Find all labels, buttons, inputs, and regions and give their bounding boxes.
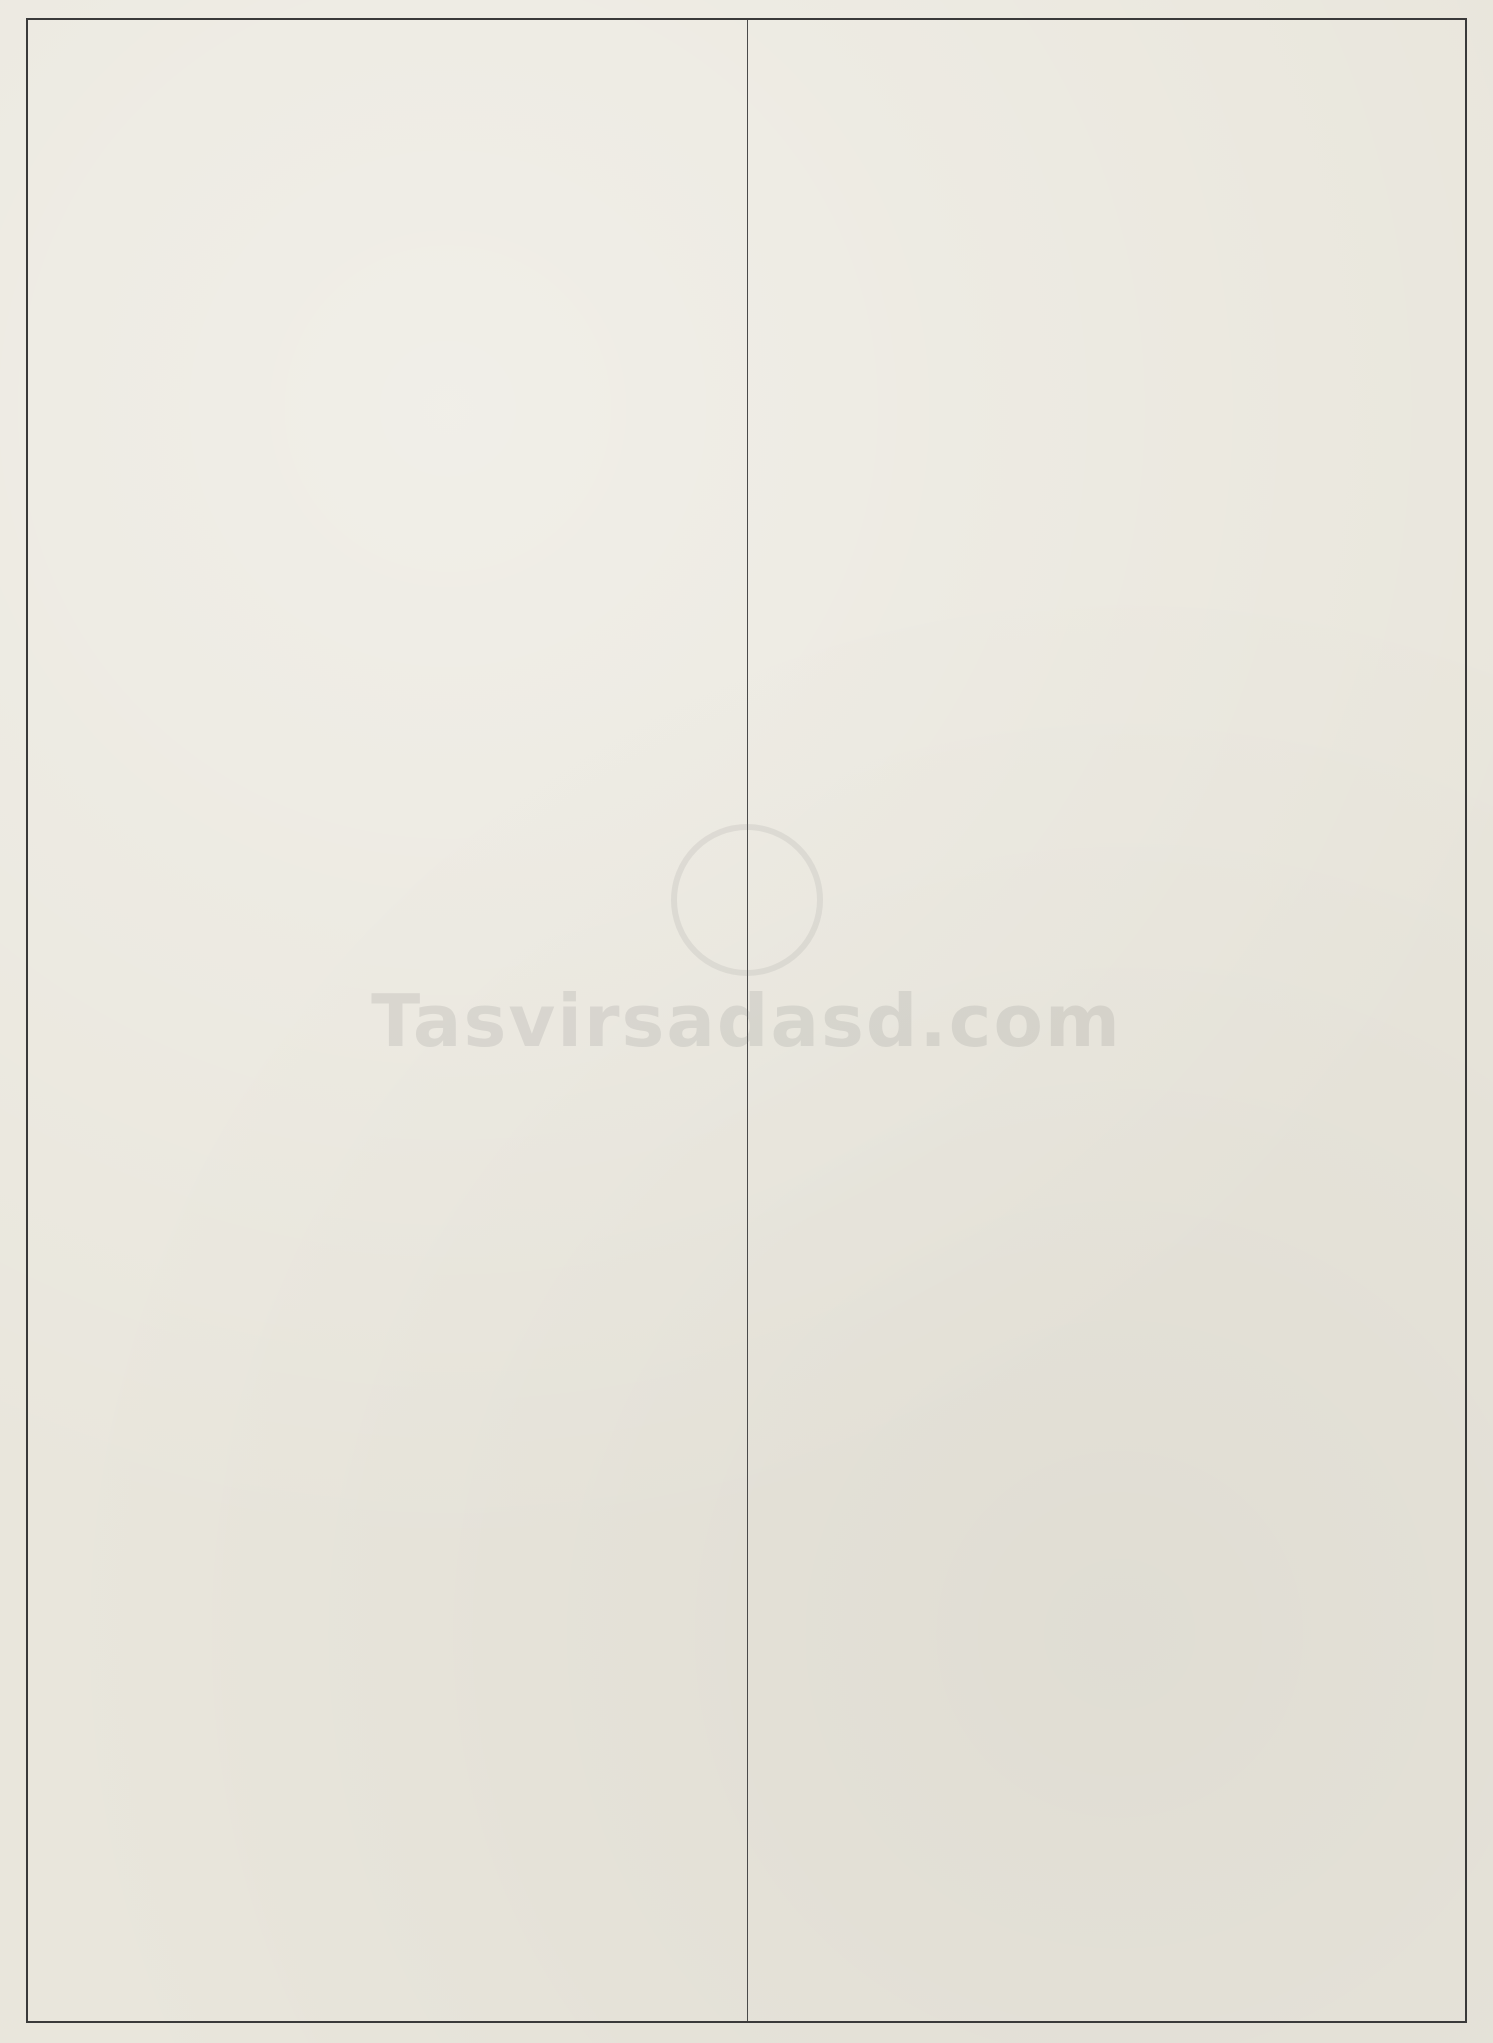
notice-column-right — [747, 20, 1466, 2021]
notice-paragraph — [762, 534, 1452, 604]
notice-paragraph — [42, 678, 733, 748]
notice-paragraph — [762, 246, 1452, 316]
notice-paragraph — [762, 390, 1452, 460]
notice-paragraph — [762, 462, 1452, 532]
notice-paragraph — [42, 174, 733, 244]
notice-paragraph — [762, 318, 1452, 388]
notice-paragraph — [762, 102, 1452, 172]
notice-paragraph — [42, 318, 733, 388]
notice-column-left — [28, 20, 747, 2021]
watermark-text: Tasvirsadasd.com — [371, 978, 1122, 1063]
notice-paragraph — [42, 534, 733, 604]
notice-paragraph — [42, 30, 733, 100]
notice-paragraph — [42, 246, 733, 316]
auction-notice — [26, 18, 1467, 2023]
notice-paragraph — [762, 174, 1452, 244]
notice-paragraph — [762, 30, 1452, 100]
notice-paragraph — [42, 390, 733, 460]
notice-paragraph — [42, 102, 733, 172]
notice-paragraph — [42, 462, 733, 532]
notice-paragraph — [42, 606, 733, 676]
